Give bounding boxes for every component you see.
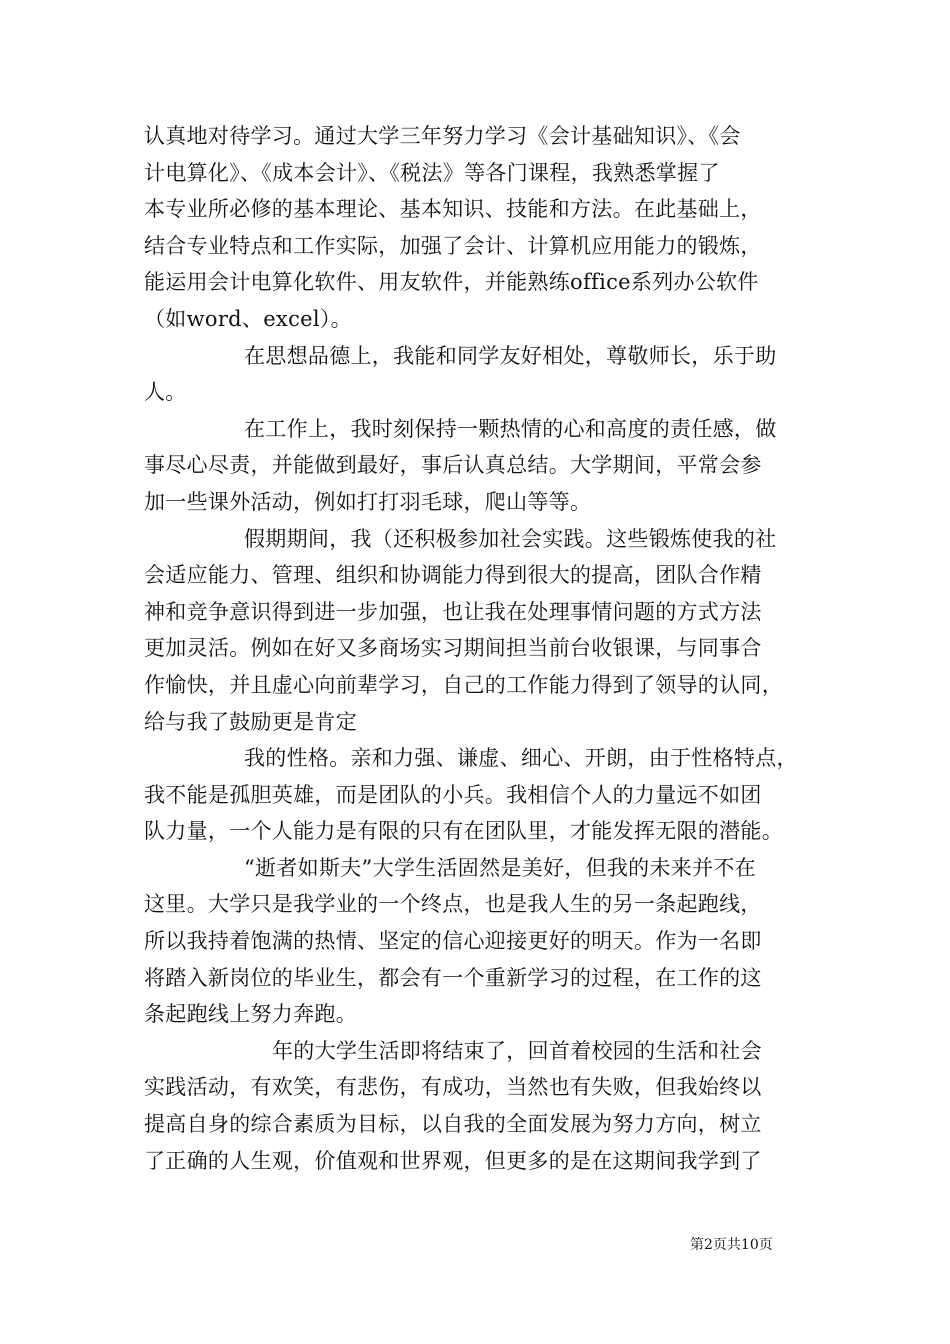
text-line: （如word、excel）。 <box>144 306 352 331</box>
text-line: 我不能是孤胆英雄，而是团队的小兵。我相信个人的力量远不如团 <box>144 782 762 807</box>
text-line: 给与我了鼓励更是肯定 <box>144 709 357 734</box>
text-line: 认真地对待学习。通过大学三年努力学习《会计基础知识》、《会 <box>144 124 741 148</box>
text-line: 作愉快，并且虚心向前辈学习，自己的工作能力得到了领导的认同， <box>144 672 783 697</box>
text-line: 结合专业特点和工作实际，加强了会计、计算机应用能力的锻炼， <box>144 233 762 258</box>
paragraph-start-line: 我的性格。亲和力强、谦虚、细心、开朗，由于性格特点， <box>244 746 798 771</box>
text-line: 条起跑线上努力奔跑。 <box>144 1002 357 1027</box>
text-line: 计电算化》、《成本会计》、《税法》等各门课程，我熟悉掌握了 <box>144 160 720 185</box>
text-line: 神和竞争意识得到进一步加强，也让我在处理事情问题的方式方法 <box>144 599 762 624</box>
text-line: 实践活动，有欢笑，有悲伤，有成功，当然也有失败，但我始终以 <box>144 1075 762 1100</box>
text-line: 事尽心尽责，并能做到最好，事后认真总结。大学期间，平常会参 <box>144 453 762 478</box>
text-line: 了正确的人生观，价值观和世界观，但更多的是在这期间我学到了 <box>144 1148 762 1173</box>
text-line: 人。 <box>144 380 187 405</box>
document-body <box>144 118 816 1179</box>
text-line: 将踏入新岗位的毕业生，都会有一个重新学习的过程，在工作的这 <box>144 965 762 990</box>
paragraph-start-line: 假期期间，我（还积极参加社会实践。这些锻炼使我的社 <box>244 526 777 551</box>
text-line: 能运用会计电算化软件、用友软件，并能熟练office系列办公软件 <box>144 270 759 295</box>
text-line: 所以我持着饱满的热情、坚定的信心迎接更好的明天。作为一名即 <box>144 929 762 954</box>
text-line: 更加灵活。例如在好又多商场实习期间担当前台收银课，与同事合 <box>144 636 762 661</box>
text-line: 这里。大学只是我学业的一个终点，也是我人生的另一条起跑线， <box>144 892 762 917</box>
page-number-footer: 第2页共10页 <box>690 1237 773 1253</box>
text-line: 队力量，一个人能力是有限的只有在团队里，才能发挥无限的潜能。 <box>144 819 783 844</box>
paragraph-start-line: 在思想品德上，我能和同学友好相处，尊敬师长，乐于助 <box>244 343 777 368</box>
paragraph-start-line: 年的大学生活即将结束了，回首着校园的生活和社会 <box>272 1038 762 1063</box>
text-line: 会适应能力、管理、组织和协调能力得到很大的提高，团队合作精 <box>144 563 762 588</box>
text-line: 本专业所必修的基本理论、基本知识、技能和方法。在此基础上， <box>144 197 762 222</box>
text-line: 加一些课外活动，例如打打羽毛球，爬山等等。 <box>144 489 592 514</box>
paragraph-start-line: “逝者如斯夫”大学生活固然是美好，但我的未来并不在 <box>244 855 756 880</box>
text-line: 提高自身的综合素质为目标，以自我的全面发展为努力方向，树立 <box>144 1112 762 1137</box>
paragraph-start-line: 在工作上，我时刻保持一颗热情的心和高度的责任感，做 <box>244 416 777 441</box>
